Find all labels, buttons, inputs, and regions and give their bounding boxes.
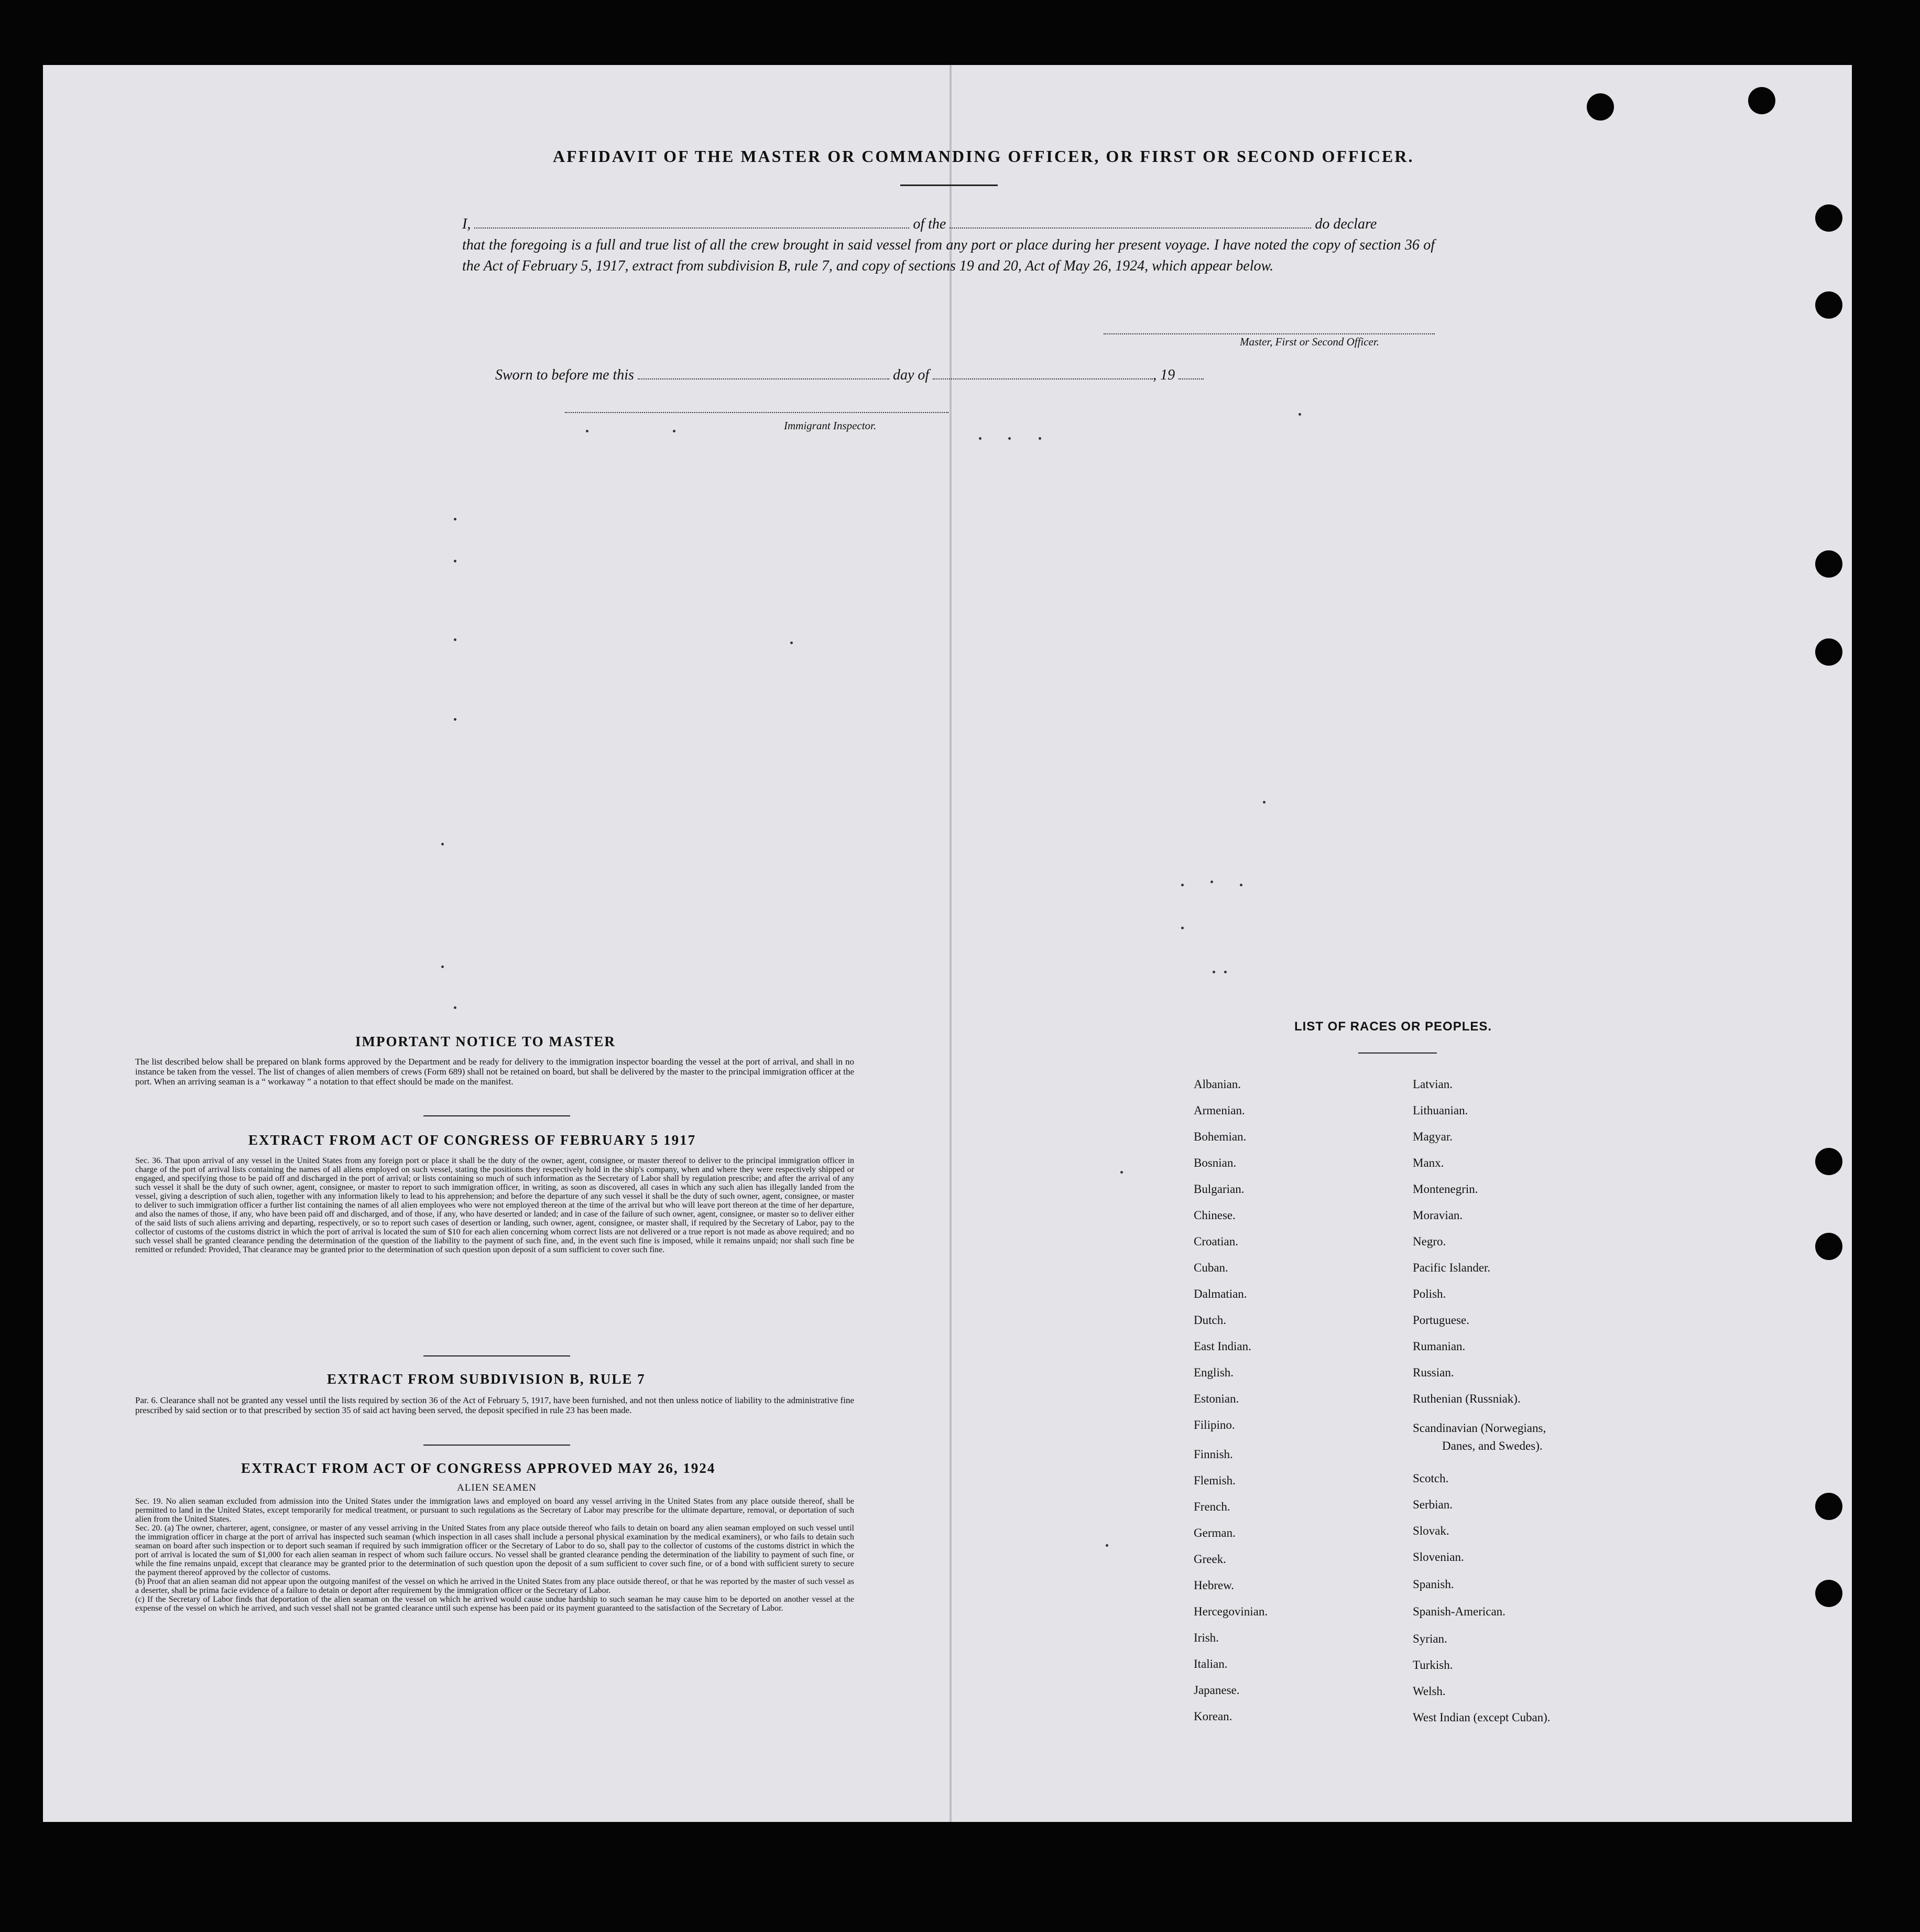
race-item: Cuban.: [1194, 1261, 1228, 1274]
race-item: Estonian.: [1194, 1392, 1239, 1405]
extract-1924-body: [135, 1497, 854, 1613]
race-item: West Indian (except Cuban).: [1413, 1711, 1551, 1724]
race-item: English.: [1194, 1366, 1234, 1379]
section-divider: [423, 1115, 570, 1116]
officer-signature-line[interactable]: [1104, 331, 1435, 334]
scan-speck: [454, 718, 456, 721]
punch-hole: [1815, 204, 1842, 232]
of-the-label: of the: [913, 216, 946, 232]
scan-speck: [1210, 881, 1213, 883]
declaration-body: that the foregoing is a full and true list of all the crew brought in said vessel from any port or place during her present voyage. I have noted the copy of section 36 of the Act of February 5, 1917, extract from subdivision B, rule 7, and copy of sections 19 and 20, Act of May 26, 1924, which appear below.: [462, 237, 1435, 274]
race-item: Polish.: [1413, 1287, 1446, 1300]
race-item: Rumanian.: [1413, 1340, 1466, 1353]
scan-speck: [454, 638, 456, 641]
race-item: Spanish.: [1413, 1578, 1454, 1591]
scan-speck: [1240, 884, 1242, 886]
race-item: East Indian.: [1194, 1340, 1251, 1353]
scan-speck: [454, 1006, 456, 1009]
extract-1924-heading: EXTRACT FROM ACT OF CONGRESS APPROVED MAY 26, 1924: [241, 1460, 716, 1476]
scan-speck: [1181, 927, 1184, 929]
race-item: Serbian.: [1413, 1498, 1453, 1511]
race-item: Hercegovinian.: [1194, 1605, 1268, 1618]
affidavit-title: AFFIDAVIT OF THE MASTER OR COMMANDING OFFICER, OR FIRST OR SECOND OFFICER.: [553, 147, 1414, 166]
scan-speck: [1106, 1544, 1108, 1547]
sec19-text: Sec. 19. No alien seaman excluded from admission into the United States under the immigration laws and employed on board any vessel arriving in the United States from any place outside thereof, shall be permitted to land in the United States, except temporarily for medical treatment, or pursuant to such regulations as the Secretary of Labor may prescribe for the ultimate departure, removal, or deportation of such alien from the United States.: [135, 1497, 854, 1524]
punch-hole: [1815, 291, 1842, 319]
scan-speck: [790, 642, 793, 644]
race-item: Moravian.: [1413, 1209, 1463, 1222]
section-divider: [423, 1355, 570, 1356]
vessel-name-field[interactable]: [950, 225, 1311, 229]
sec20c-text: (c) If the Secretary of Labor finds that deportation of the alien seaman on the vessel on which he arrived would cause undue hardship to such seaman he may cause him to be deported on another vessel at the expense of the vessel on which he arrived, and such vessel shall not be granted clearance until such expense has been paid or its payment guaranteed to the satisfaction of the Secretary of Labor.: [135, 1595, 854, 1613]
sworn-day-field[interactable]: [638, 376, 889, 379]
scan-speck: [1299, 413, 1301, 416]
race-item: Slovak.: [1413, 1524, 1449, 1537]
scan-speck: [441, 965, 444, 968]
race-item: Turkish.: [1413, 1658, 1453, 1671]
section-divider: [423, 1445, 570, 1446]
punch-hole: [1815, 638, 1842, 666]
sec20b-text: (b) Proof that an alien seaman did not appear upon the outgoing manifest of the vessel on which he arrived in the United States from any place outside thereof, or that he was reported by the master of such vessel as a deserter, shall be prima facie evidence of a failure to detain or deport after requirement by the immigration officer or the Secretary of Labor.: [135, 1577, 854, 1595]
extract-rule7-heading: EXTRACT FROM SUBDIVISION B, RULE 7: [327, 1371, 646, 1387]
race-item: Scandinavian (Norwegians,: [1413, 1421, 1546, 1435]
race-item: Dutch.: [1194, 1314, 1226, 1327]
race-item: Slovenian.: [1413, 1550, 1464, 1564]
notice-text: The list described below shall be prepared on blank forms approved by the Department and be ready for delivery to the immigration inspector boarding the vessel at the port of arrival, and shall in no instance be taken from the vessel. The list of changes of alien members of crews (Form 689) shall not be retained on board, but shall be delivered by the master to the principal immigration officer at the port. When an arriving seaman is a “ workaway ” a notation to that effect should be made on the manifest.: [135, 1057, 854, 1087]
race-item: Syrian.: [1413, 1632, 1447, 1645]
punch-hole: [1815, 1148, 1842, 1175]
race-item: Portuguese.: [1413, 1314, 1469, 1327]
officer-caption: Master, First or Second Officer.: [1240, 335, 1379, 348]
race-item: Albanian.: [1194, 1078, 1241, 1091]
races-heading-underline: [1358, 1052, 1437, 1054]
punch-hole: [1815, 1493, 1842, 1520]
declarant-name-field[interactable]: [474, 225, 909, 229]
scan-speck: [1263, 801, 1266, 804]
race-item: Japanese.: [1194, 1684, 1240, 1697]
race-item: Lithuanian.: [1413, 1104, 1468, 1117]
punch-hole: [1815, 550, 1842, 578]
race-item: Bosnian.: [1194, 1156, 1237, 1169]
race-item: Scotch.: [1413, 1472, 1449, 1485]
notice-heading: IMPORTANT NOTICE TO MASTER: [355, 1034, 616, 1049]
year-prefix: 19: [1160, 367, 1175, 383]
scan-speck: [441, 843, 444, 845]
scan-speck: [454, 560, 456, 562]
declaration-block: [462, 214, 1435, 277]
declaration-first-line: [462, 214, 1435, 235]
sworn-prefix: Sworn to before me this: [495, 367, 634, 383]
scan-speck: [454, 518, 456, 520]
race-item: Filipino.: [1194, 1418, 1235, 1431]
race-item: Dalmatian.: [1194, 1287, 1247, 1300]
sec20a-text: Sec. 20. (a) The owner, charterer, agent, consignee, or master of any vessel arriving in the United States from any place outside thereof who fails to detain on board any alien seaman employed on such vessel until the immigration officer in charge at the port of arrival has inspected such seaman (which inspection in all cases shall include a personal physical examination by the medical examiners), or who fails to detain such seaman on board after such inspection or to deport such seaman if required by such immigration officer or the Secretary of Labor to do so, shall pay to the collector of customs of the customs district in which the port of arrival is located the sum of $1,000 for each alien seaman in respect of whom such failure occurs. No vessel shall be granted clearance pending the determination of the liability to payment of such fine, or while the fine remains unpaid, except that clearance may be granted prior to the determination of such question upon the deposit of a sum sufficient to cover such fine, or of a bond with sufficient surety to secure the payment thereof approved by the collector of customs.: [135, 1524, 854, 1577]
race-item: Spanish-American.: [1413, 1605, 1506, 1618]
race-item: Welsh.: [1413, 1685, 1446, 1698]
scan-speck: [1120, 1171, 1123, 1174]
title-underline: [900, 184, 998, 186]
scan-speck: [979, 437, 981, 440]
race-item: Chinese.: [1194, 1209, 1236, 1222]
race-item: Bohemian.: [1194, 1130, 1247, 1143]
race-item: Manx.: [1413, 1156, 1444, 1169]
scan-speck: [586, 430, 588, 432]
punch-hole: [1748, 87, 1775, 114]
sworn-line: Sworn to before me this day of , 19: [495, 367, 1204, 384]
inspector-signature-line[interactable]: [565, 410, 948, 413]
race-item: French.: [1194, 1500, 1230, 1513]
race-item: Danes, and Swedes).: [1442, 1439, 1543, 1452]
race-item: Magyar.: [1413, 1130, 1453, 1143]
extract-1917-text: Sec. 36. That upon arrival of any vessel in the United States from any foreign port or place it shall be the duty of the owner, agent, consignee, or master thereof to deliver to the principal immigration officer in charge of the port of arrival lists containing the names of all aliens employed on such vessel, stating the positions they respectively hold in the ship's company, when and where they were respectively shipped or engaged, and specifying those to be paid off and discharged in the port of arrival; or lists containing so much of such information as the Secretary of Labor shall by regulation prescribe; and after the arrival of any such vessel it shall be the duty of such owner, agent, consignee, or master to report to such immigration officer, in writing, as soon as discovered, all cases in which any such alien has illegally landed from the vessel, giving a description of such alien, together with any information likely to lead to his apprehension; and before the departure of any such vessel it shall be the duty of such owner, agent, consignee, or master to deliver to such immigration officer a further list containing the names of all alien employees who were not employed thereon at the time of the arrival but who will leave port thereon at the time of her departure, and also the names of those, if any, who have been paid off and discharged, and of those, if any, who have deserted or landed; and in case of the failure of such owner, agent, consignee, or master so to deliver either of the said lists of such aliens arriving and departing, respectively, or so to report such cases of desertion or landing, such owner, agent, consignee, or master shall, if required by the Secretary of Labor, pay to the collector of customs of the customs district in which the port of arrival is located the sum of $10 for each alien concerning whom correct lists are not delivered or a true report is not made as above required; and no such vessel shall be granted clearance pending the determination of the question of the liability to the payment of such fine, and, in the event such fine is imposed, while it remains unpaid; nor shall such fine be remitted or refunded: Provided, That clearance may be granted prior to the determination of such question upon deposit of a sum sufficient to cover such fine.: [135, 1156, 854, 1254]
sworn-month-field[interactable]: [933, 376, 1153, 379]
declarant-label: I,: [462, 216, 471, 232]
race-item: Italian.: [1194, 1657, 1228, 1670]
race-item: Korean.: [1194, 1710, 1232, 1723]
race-item: Finnish.: [1194, 1448, 1233, 1461]
race-item: Negro.: [1413, 1235, 1446, 1248]
race-item: Pacific Islander.: [1413, 1261, 1491, 1274]
race-item: Montenegrin.: [1413, 1182, 1478, 1196]
alien-seamen-subheading: ALIEN SEAMEN: [457, 1482, 537, 1493]
scan-speck: [1181, 884, 1184, 886]
race-item: German.: [1194, 1526, 1236, 1539]
race-item: Bulgarian.: [1194, 1182, 1245, 1196]
race-item: Armenian.: [1194, 1104, 1245, 1117]
punch-hole: [1815, 1580, 1842, 1607]
inspector-caption: Immigrant Inspector.: [784, 419, 877, 432]
race-item: Latvian.: [1413, 1078, 1453, 1091]
sworn-year-field[interactable]: [1179, 376, 1204, 379]
races-heading: LIST OF RACES OR PEOPLES.: [1294, 1019, 1492, 1034]
scan-speck: [1008, 437, 1011, 440]
race-item: Ruthenian (Russniak).: [1413, 1392, 1521, 1405]
extract-rule7-text: Par. 6. Clearance shall not be granted any vessel until the lists required by section 36 of the Act of February 5, 1917, have been furnished, and not then unless notice of liability to the administrative fine prescribed by said section or to that prescribed by section 35 of said act having been served, the deposit specified in rule 23 has been made.: [135, 1395, 854, 1415]
extract-1917-heading: EXTRACT FROM ACT OF CONGRESS OF FEBRUARY 5 1917: [248, 1132, 696, 1148]
race-item: Flemish.: [1194, 1474, 1236, 1487]
page-fold: [950, 65, 952, 1822]
race-item: Hebrew.: [1194, 1579, 1235, 1592]
day-of-label: day of: [892, 367, 930, 383]
punch-hole: [1587, 93, 1614, 121]
scan-speck: [673, 430, 675, 432]
scan-speck: [1224, 971, 1227, 973]
race-item: Irish.: [1194, 1631, 1219, 1644]
scan-speck: [1039, 437, 1041, 440]
punch-hole: [1815, 1233, 1842, 1260]
scan-speck: [1213, 971, 1215, 973]
race-item: Greek.: [1194, 1553, 1226, 1566]
race-item: Russian.: [1413, 1366, 1454, 1379]
do-declare-label: do declare: [1315, 216, 1377, 232]
race-item: Croatian.: [1194, 1235, 1238, 1248]
